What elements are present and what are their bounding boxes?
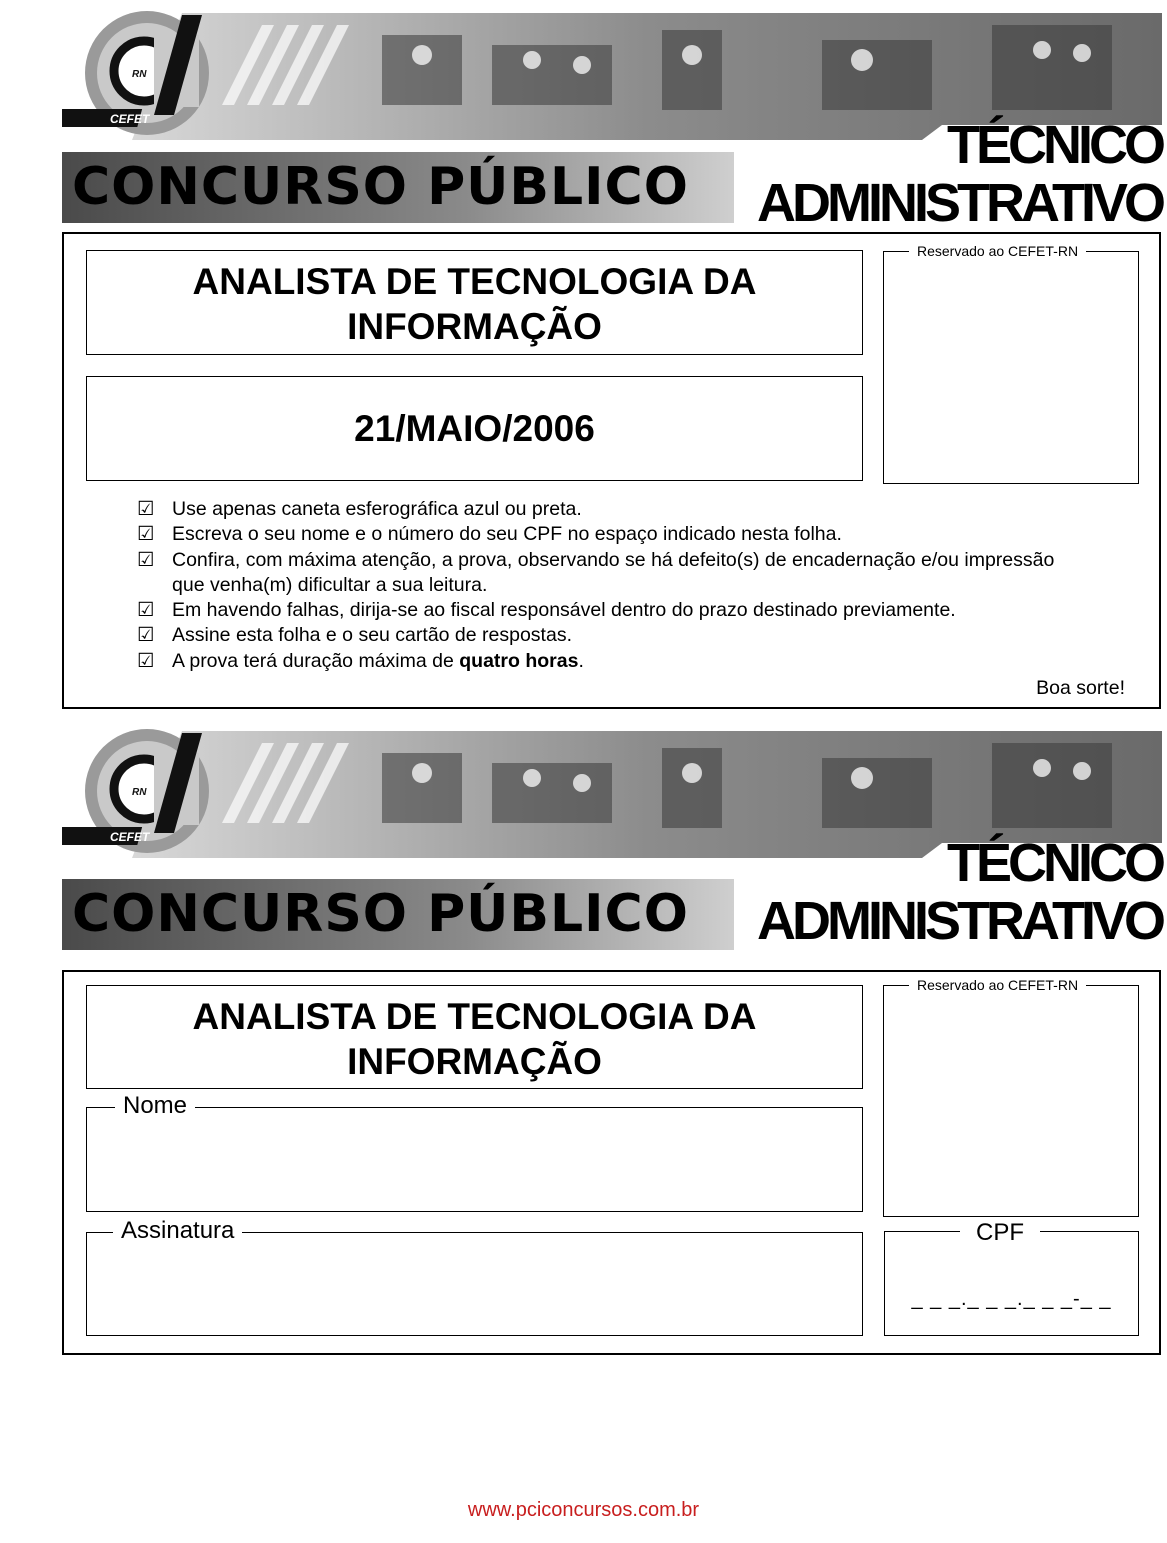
concurso-publico-banner (62, 879, 734, 950)
exam-title-box (86, 985, 863, 1089)
cpf-mask: _ _ _._ _ _._ _ _-_ _ (911, 1288, 1112, 1310)
concurso-publico-text: CONCURSO PÚBLICO (72, 884, 689, 944)
boa-sorte-text: Boa sorte! (1036, 677, 1125, 699)
cpf-label: CPF (960, 1219, 1040, 1247)
concurso-publico-banner (62, 152, 734, 223)
exam-title-box (86, 250, 863, 355)
signature-label: Assinatura (113, 1216, 242, 1246)
svg-text:CEFET: CEFET (110, 830, 150, 844)
name-label: Nome (115, 1091, 195, 1121)
footer-url-link[interactable]: www.pciconcursos.com.br (467, 1499, 700, 1521)
administrativo-heading: ADMINISTRATIVO (757, 173, 1162, 233)
instruction-item: ☑ Em havendo falhas, dirija-se ao fiscal responsável dentro do prazo destinado previamente. (137, 598, 1097, 623)
cpf-field[interactable] (884, 1219, 1139, 1336)
checked-box-icon: ☑ (137, 624, 155, 647)
cefet-logo (62, 11, 209, 135)
instruction-item: ☑ Confira, com máxima atenção, a prova, observando se há defeito(s) de encadernação e/ou impressão que venha(m) dificultar a sua leitura. (137, 548, 1097, 599)
concurso-publico-text: CONCURSO PÚBLICO (72, 157, 689, 217)
checked-box-icon: ☑ (137, 548, 155, 571)
checked-box-icon: ☑ (137, 523, 155, 546)
checked-box-icon: ☑ (137, 599, 155, 622)
signature-field[interactable] (86, 1217, 863, 1336)
tecnico-heading: TÉCNICO (947, 115, 1162, 175)
checked-box-icon: ☑ (137, 498, 155, 520)
exam-date: 21/MAIO/2006 (354, 408, 595, 449)
reserved-label: Reservado ao CEFET-RN (909, 975, 1086, 995)
reserved-label: Reservado ao CEFET-RN (909, 241, 1086, 261)
tecnico-heading: TÉCNICO (947, 833, 1162, 893)
cefet-logo (62, 729, 209, 853)
svg-text:RN: RN (132, 787, 147, 798)
name-field[interactable] (86, 1092, 863, 1212)
instructions-list (137, 497, 1097, 674)
instruction-item: ☑ A prova terá duração máxima de quatro horas. (137, 649, 1097, 674)
svg-text:RN: RN (132, 69, 147, 80)
instruction-item: ☑ Escreva o seu nome e o número do seu CPF no espaço indicado nesta folha. (137, 522, 1097, 547)
svg-text:CEFET: CEFET (110, 112, 150, 126)
instruction-item: ☑ Use apenas caneta esferográfica azul ou preta. (137, 497, 1097, 522)
reserved-box (883, 977, 1139, 1217)
reserved-box (883, 243, 1139, 484)
exam-title: ANALISTA DE TECNOLOGIA DA INFORMAÇÃO (192, 261, 757, 347)
instruction-item: ☑ Assine esta folha e o seu cartão de respostas. (137, 623, 1097, 648)
administrativo-heading: ADMINISTRATIVO (757, 891, 1162, 951)
checked-box-icon: ☑ (137, 649, 155, 672)
exam-date-box (86, 376, 863, 481)
exam-title: ANALISTA DE TECNOLOGIA DA INFORMAÇÃO (192, 996, 757, 1082)
